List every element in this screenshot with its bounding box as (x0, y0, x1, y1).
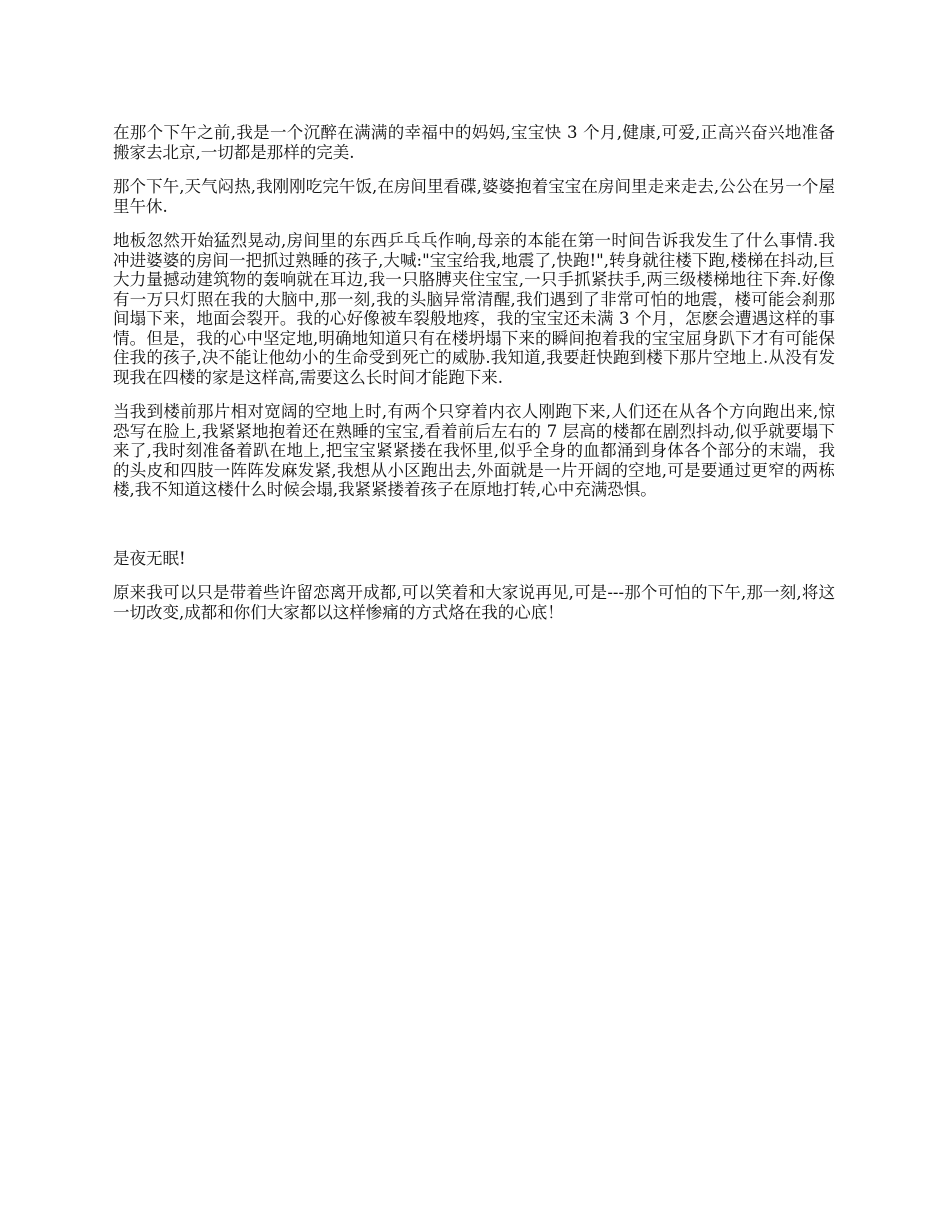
paragraph-4: 当我到楼前那片相对宽阔的空地上时,有两个只穿着内衣人刚跑下来,人们还在从各个方向跑出来,惊恐写在脸上,我紧紧地抱着还在熟睡的宝宝,看着前后左右的 7 层高的楼都在剧烈抖动,似乎就要塌下来了,我时刻准备着趴在地上,把宝宝紧紧搂在我怀里,似乎全身的血都涌到身体各个部分的末端，我的头皮和四肢一阵阵发麻发紧,我想从小区跑出去,外面就是一片开阔的空地,可是要通过更窄的两栋楼,我不知道这楼什么时候会塌,我紧紧搂着孩子在原地打转,心中充满恐惧。 (113, 402, 835, 499)
document-body (113, 123, 835, 637)
paragraph-2: 那个下午,天气闷热,我刚刚吃完午饭,在房间里看碟,婆婆抱着宝宝在房间里走来走去,公公在另一个屋里午休. (113, 177, 835, 216)
blank-line (113, 515, 835, 549)
paragraph-3: 地板忽然开始猛烈晃动,房间里的东西乒乓乓作响,母亲的本能在第一时间告诉我发生了什么事情.我冲进婆婆的房间一把抓过熟睡的孩子,大喊:"宝宝给我,地震了,快跑!",转身就往楼下跑,楼梯在抖动,巨大力量撼动建筑物的轰响就在耳边,我一只胳膊夹住宝宝,一只手抓紧扶手,两三级楼梯地往下奔.好像有一万只灯照在我的大脑中,那一刻,我的头脑异常清醒,我们遇到了非常可怕的地震，楼可能会刹那间塌下来，地面会裂开。我的心好像被车裂般地疼，我的宝宝还未满 3 个月，怎麽会遭遇这样的事情。但是，我的心中坚定地,明确地知道只有在楼坍塌下来的瞬间抱着我的宝宝屈身趴下才有可能保住我的孩子,决不能让他幼小的生命受到死亡的威胁.我知道,我要赶快跑到楼下那片空地上.从没有发现我在四楼的家是这样高,需要这么长时间才能跑下来. (113, 231, 835, 387)
paragraph-5: 是夜无眠! (113, 548, 186, 568)
paragraph-1: 在那个下午之前,我是一个沉醉在满满的幸福中的妈妈,宝宝快 3 个月,健康,可爱,正高兴奋兴地准备搬家去北京,一切都是那样的完美. (113, 123, 835, 162)
paragraph-6: 原来我可以只是带着些许留恋离开成都,可以笑着和大家说再见,可是---那个可怕的下午,那一刻,将这一切改变,成都和你们大家都以这样惨痛的方式烙在我的心底！ (113, 583, 835, 622)
